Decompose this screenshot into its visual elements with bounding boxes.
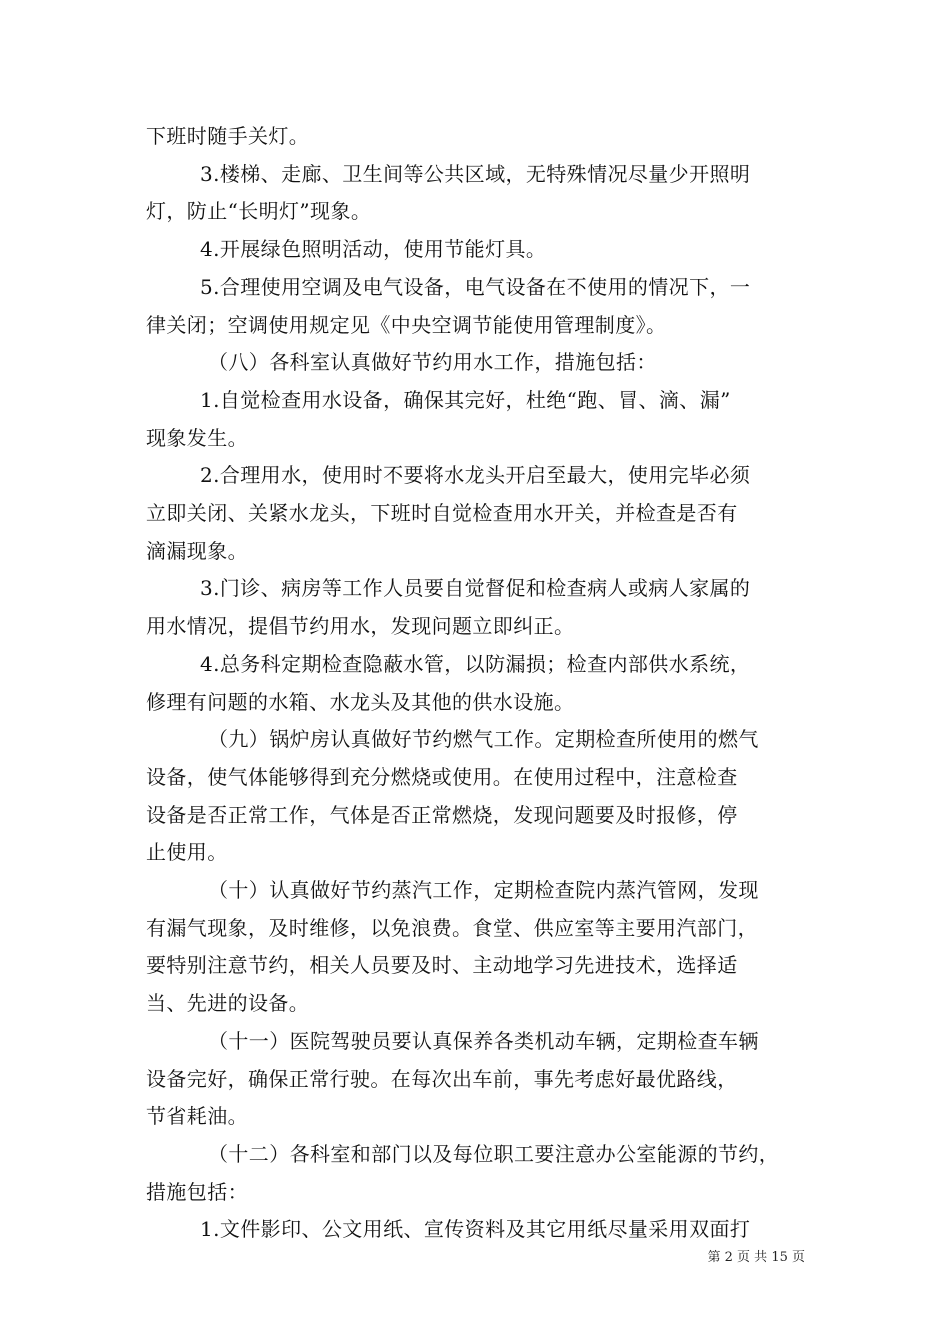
paragraph-line: （十一）医院驾驶员要认真保养各类机动车辆，定期检查车辆	[208, 1028, 759, 1053]
paragraph	[146, 156, 810, 231]
paragraph-line: 设备，使气体能够得到充分燃烧或使用。在使用过程中，注意检查	[146, 764, 738, 789]
paragraph	[146, 721, 810, 872]
paragraph	[146, 382, 810, 457]
paragraph	[146, 269, 810, 344]
paragraph-line: 现象发生。	[146, 425, 248, 450]
paragraph-line: 设备完好，确保正常行驶。在每次出车前，事先考虑好最优路线，	[146, 1066, 738, 1091]
paragraph	[146, 344, 810, 382]
paragraph-line: 有漏气现象，及时维修，以免浪费。食堂、供应室等主要用汽部门，	[146, 915, 758, 940]
document-body	[146, 118, 810, 1249]
paragraph	[146, 872, 810, 1023]
page-number-footer: 第 2 页 共 15 页	[707, 1250, 805, 1265]
paragraph-line: 要特别注意节约，相关人员要及时、主动地学习先进技术，选择适	[146, 953, 738, 978]
paragraph-line: （八）各科室认真做好节约用水工作，措施包括：	[208, 350, 657, 375]
paragraph	[146, 457, 810, 570]
paragraph-line: 1.自觉检查用水设备，确保其完好，杜绝“跑、冒、滴、漏”	[200, 387, 731, 412]
paragraph-line: 3.楼梯、走廊、卫生间等公共区域，无特殊情况尽量少开照明	[200, 161, 751, 186]
paragraph-line: 用水情况，提倡节约用水，发现问题立即纠正。	[146, 614, 575, 639]
paragraph-line: 当、先进的设备。	[146, 991, 310, 1016]
paragraph-line: 设备是否正常工作，气体是否正常燃烧，发现问题要及时报修，停	[146, 802, 738, 827]
paragraph-line: 修理有问题的水箱、水龙头及其他的供水设施。	[146, 689, 575, 714]
paragraph-line: 2.合理用水，使用时不要将水龙头开启至最大，使用完毕必须	[200, 463, 751, 488]
paragraph-line: （十二）各科室和部门以及每位职工要注意办公室能源的节约，	[208, 1141, 780, 1166]
paragraph-line: （十）认真做好节约蒸汽工作，定期检查院内蒸汽管网，发现	[208, 878, 759, 903]
paragraph	[146, 1136, 810, 1211]
paragraph-line: 立即关闭、关紧水龙头，下班时自觉检查用水开关，并检查是否有	[146, 501, 738, 526]
paragraph	[146, 118, 810, 156]
paragraph-line: 灯，防止“长明灯”现象。	[146, 199, 372, 224]
paragraph-line: 3.门诊、病房等工作人员要自觉督促和检查病人或病人家属的	[200, 576, 751, 601]
paragraph	[146, 1211, 810, 1249]
paragraph-line: 4.总务科定期检查隐蔽水管，以防漏损；检查内部供水系统，	[200, 651, 751, 676]
paragraph-line: （九）锅炉房认真做好节约燃气工作。定期检查所使用的燃气	[208, 727, 759, 752]
paragraph	[146, 1023, 810, 1136]
paragraph	[146, 570, 810, 645]
paragraph-line: 4.开展绿色照明活动，使用节能灯具。	[200, 237, 547, 262]
paragraph-line: 措施包括：	[146, 1179, 248, 1204]
paragraph-line: 止使用。	[146, 840, 228, 865]
paragraph	[146, 231, 810, 269]
paragraph-line: 节省耗油。	[146, 1104, 248, 1129]
paragraph-line: 滴漏现象。	[146, 538, 248, 563]
paragraph-line: 1.文件影印、公文用纸、宣传资料及其它用纸尽量采用双面打	[200, 1217, 751, 1242]
paragraph	[146, 646, 810, 721]
paragraph-line: 下班时随手关灯。	[146, 124, 310, 148]
paragraph-line: 律关闭；空调使用规定见《中央空调节能使用管理制度》。	[146, 312, 667, 337]
paragraph-line: 5.合理使用空调及电气设备，电气设备在不使用的情况下，一	[200, 274, 751, 299]
